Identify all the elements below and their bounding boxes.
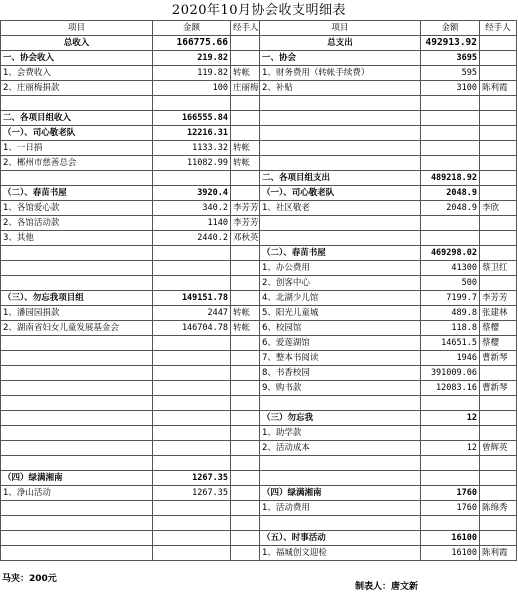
left-amount-cell bbox=[153, 381, 231, 396]
left-handler-cell bbox=[231, 441, 260, 456]
left-handler-cell bbox=[231, 261, 260, 276]
right-item-cell: 2、活动成本 bbox=[260, 441, 421, 456]
left-amount-cell: 146704.78 bbox=[153, 321, 231, 336]
left-handler-cell bbox=[231, 516, 260, 531]
right-amount-cell: 2048.9 bbox=[421, 201, 480, 216]
left-handler-cell bbox=[231, 351, 260, 366]
table-row bbox=[1, 501, 517, 516]
right-amount-cell: 595 bbox=[421, 66, 480, 81]
left-item-cell bbox=[1, 381, 153, 396]
left-item-cell: 2、各馆活动款 bbox=[1, 216, 153, 231]
table-row bbox=[1, 336, 517, 351]
right-handler-cell: 陈绵秀 bbox=[480, 501, 517, 516]
total-income-value: 166775.66 bbox=[153, 36, 231, 51]
right-amount-cell bbox=[421, 126, 480, 141]
left-amount-cell: 11082.99 bbox=[153, 156, 231, 171]
right-item-cell: 1、助学款 bbox=[260, 426, 421, 441]
left-handler-cell bbox=[231, 531, 260, 546]
right-item-cell: 5、阳光儿童城 bbox=[260, 306, 421, 321]
left-handler-cell: 转帐 bbox=[231, 141, 260, 156]
left-amount-cell bbox=[153, 366, 231, 381]
right-amount-cell: 489.8 bbox=[421, 306, 480, 321]
right-handler-cell: 蔡樱 bbox=[480, 321, 517, 336]
right-item-cell: 9、购书款 bbox=[260, 381, 421, 396]
table-row bbox=[1, 366, 517, 381]
ledger-table bbox=[0, 20, 517, 561]
right-item-cell bbox=[260, 456, 421, 471]
right-amount-cell: 14651.5 bbox=[421, 336, 480, 351]
right-amount-cell: 118.8 bbox=[421, 321, 480, 336]
left-amount-cell bbox=[153, 261, 231, 276]
left-amount-cell: 219.82 bbox=[153, 51, 231, 66]
right-handler-cell bbox=[480, 246, 517, 261]
right-handler-cell bbox=[480, 66, 517, 81]
left-item-cell: 1、会费收入 bbox=[1, 66, 153, 81]
right-handler-cell: 李芳芳 bbox=[480, 291, 517, 306]
left-amount-cell: 1267.35 bbox=[153, 486, 231, 501]
table-row bbox=[1, 351, 517, 366]
table-row bbox=[1, 306, 517, 321]
left-amount-cell bbox=[153, 531, 231, 546]
left-handler-cell bbox=[231, 411, 260, 426]
left-item-cell bbox=[1, 366, 153, 381]
header-amount-2: 金额 bbox=[421, 21, 480, 36]
left-handler-cell: 转帐 bbox=[231, 306, 260, 321]
total-income-label: 总收入 bbox=[1, 36, 153, 51]
right-item-cell: （四）绿满湘南 bbox=[260, 486, 421, 501]
left-item-cell: 3、其他 bbox=[1, 231, 153, 246]
footer-preparer: 制表人：唐文新 bbox=[355, 582, 419, 592]
table-row bbox=[1, 396, 517, 411]
footer-note: 马夹：200元 bbox=[2, 574, 57, 584]
right-item-cell: 4、北湖少儿馆 bbox=[260, 291, 421, 306]
right-item-cell: 8、书香校园 bbox=[260, 366, 421, 381]
table-row bbox=[1, 426, 517, 441]
right-item-cell bbox=[260, 96, 421, 111]
left-item-cell: 1、一日捐 bbox=[1, 141, 153, 156]
right-amount-cell: 469298.02 bbox=[421, 246, 480, 261]
table-row bbox=[1, 231, 517, 246]
right-item-cell: 7、整本书阅读 bbox=[260, 351, 421, 366]
left-item-cell: 一、协会收入 bbox=[1, 51, 153, 66]
left-handler-cell bbox=[231, 381, 260, 396]
total-expense-label: 总支出 bbox=[260, 36, 421, 51]
left-item-cell bbox=[1, 441, 153, 456]
right-item-cell bbox=[260, 111, 421, 126]
table-row bbox=[1, 141, 517, 156]
left-item-cell: （四）绿满湘南 bbox=[1, 471, 153, 486]
right-handler-cell: 蔡卫红 bbox=[480, 261, 517, 276]
table-row bbox=[1, 126, 517, 141]
left-amount-cell: 119.82 bbox=[153, 66, 231, 81]
right-amount-cell: 3695 bbox=[421, 51, 480, 66]
left-handler-cell bbox=[231, 51, 260, 66]
table-row bbox=[1, 291, 517, 306]
table-row bbox=[1, 96, 517, 111]
total-expense-value: 492913.92 bbox=[421, 36, 480, 51]
left-item-cell: 1、各馆爱心款 bbox=[1, 201, 153, 216]
right-handler-cell: 曾辉英 bbox=[480, 441, 517, 456]
header-amount: 金额 bbox=[153, 21, 231, 36]
right-item-cell: （五）、时事活动 bbox=[260, 531, 421, 546]
left-amount-cell bbox=[153, 246, 231, 261]
left-item-cell: （一）、司心敬老队 bbox=[1, 126, 153, 141]
right-item-cell: 1、办公费用 bbox=[260, 261, 421, 276]
total-income-handler bbox=[231, 36, 260, 51]
left-amount-cell: 1140 bbox=[153, 216, 231, 231]
right-item-cell bbox=[260, 126, 421, 141]
left-handler-cell bbox=[231, 486, 260, 501]
right-item-cell: 二、各项目组支出 bbox=[260, 171, 421, 186]
left-handler-cell bbox=[231, 126, 260, 141]
left-amount-cell bbox=[153, 426, 231, 441]
table-row bbox=[1, 381, 517, 396]
right-amount-cell: 16100 bbox=[421, 531, 480, 546]
left-amount-cell: 2440.2 bbox=[153, 231, 231, 246]
right-amount-cell: 12083.16 bbox=[421, 381, 480, 396]
header-handler: 经手人 bbox=[231, 21, 260, 36]
table-row bbox=[1, 456, 517, 471]
left-handler-cell: 转帐 bbox=[231, 66, 260, 81]
left-item-cell bbox=[1, 456, 153, 471]
header-item: 项目 bbox=[1, 21, 153, 36]
left-item-cell: 1、净山活动 bbox=[1, 486, 153, 501]
right-item-cell: （一）、司心敬老队 bbox=[260, 186, 421, 201]
left-item-cell bbox=[1, 171, 153, 186]
table-row bbox=[1, 276, 517, 291]
left-handler-cell bbox=[231, 96, 260, 111]
right-handler-cell: 曹新琴 bbox=[480, 381, 517, 396]
left-handler-cell bbox=[231, 111, 260, 126]
left-amount-cell bbox=[153, 351, 231, 366]
right-amount-cell: 489218.92 bbox=[421, 171, 480, 186]
left-item-cell: 2、郴州市慈善总会 bbox=[1, 156, 153, 171]
left-handler-cell: 邓秋英 bbox=[231, 231, 260, 246]
left-amount-cell bbox=[153, 411, 231, 426]
right-amount-cell bbox=[421, 471, 480, 486]
right-handler-cell: 曹新琴 bbox=[480, 351, 517, 366]
right-handler-cell bbox=[480, 96, 517, 111]
right-handler-cell bbox=[480, 411, 517, 426]
right-handler-cell: 李欣 bbox=[480, 201, 517, 216]
table-row bbox=[1, 531, 517, 546]
left-item-cell bbox=[1, 246, 153, 261]
left-item-cell bbox=[1, 336, 153, 351]
right-handler-cell: 陈利霞 bbox=[480, 546, 517, 561]
left-amount-cell: 166555.84 bbox=[153, 111, 231, 126]
left-amount-cell bbox=[153, 456, 231, 471]
table-row bbox=[1, 321, 517, 336]
right-amount-cell: 1760 bbox=[421, 486, 480, 501]
right-handler-cell bbox=[480, 171, 517, 186]
right-handler-cell bbox=[480, 141, 517, 156]
left-amount-cell: 2447 bbox=[153, 306, 231, 321]
right-amount-cell: 500 bbox=[421, 276, 480, 291]
right-item-cell: 一、协会 bbox=[260, 51, 421, 66]
left-handler-cell: 转帐 bbox=[231, 156, 260, 171]
left-amount-cell: 1133.32 bbox=[153, 141, 231, 156]
left-item-cell: （三）、勿忘我项目组 bbox=[1, 291, 153, 306]
left-item-cell: （二）、春苗书屋 bbox=[1, 186, 153, 201]
table-row bbox=[1, 411, 517, 426]
right-amount-cell bbox=[421, 426, 480, 441]
left-item-cell bbox=[1, 531, 153, 546]
right-item-cell: （二）、春苗书屋 bbox=[260, 246, 421, 261]
left-item-cell bbox=[1, 546, 153, 561]
right-handler-cell bbox=[480, 216, 517, 231]
right-handler-cell bbox=[480, 396, 517, 411]
left-handler-cell: 转帐 bbox=[231, 321, 260, 336]
sheet-title: 2020年10月协会收支明细表 bbox=[171, 3, 347, 18]
left-handler-cell bbox=[231, 501, 260, 516]
left-amount-cell bbox=[153, 501, 231, 516]
table-row bbox=[1, 156, 517, 171]
left-handler-cell: 李芳芳 bbox=[231, 216, 260, 231]
left-handler-cell bbox=[231, 276, 260, 291]
table-row bbox=[1, 51, 517, 66]
left-handler-cell bbox=[231, 171, 260, 186]
totals-row bbox=[1, 36, 517, 51]
right-handler-cell bbox=[480, 486, 517, 501]
right-item-cell: 1、活动费用 bbox=[260, 501, 421, 516]
right-item-cell: 1、财务费用（转帐手续费） bbox=[260, 66, 421, 81]
right-item-cell bbox=[260, 471, 421, 486]
table-row bbox=[1, 186, 517, 201]
right-amount-cell: 7199.7 bbox=[421, 291, 480, 306]
left-amount-cell bbox=[153, 96, 231, 111]
right-amount-cell bbox=[421, 516, 480, 531]
right-handler-cell bbox=[480, 426, 517, 441]
right-amount-cell bbox=[421, 156, 480, 171]
right-amount-cell bbox=[421, 396, 480, 411]
right-amount-cell bbox=[421, 96, 480, 111]
right-handler-cell: 蔡樱 bbox=[480, 336, 517, 351]
left-item-cell bbox=[1, 426, 153, 441]
right-handler-cell bbox=[480, 366, 517, 381]
table-row bbox=[1, 546, 517, 561]
table-row bbox=[1, 81, 517, 96]
right-handler-cell bbox=[480, 126, 517, 141]
table-row bbox=[1, 486, 517, 501]
left-item-cell bbox=[1, 396, 153, 411]
left-item-cell: 1、潘园园捐款 bbox=[1, 306, 153, 321]
left-item-cell: 2、庄丽梅捐款 bbox=[1, 81, 153, 96]
right-handler-cell bbox=[480, 111, 517, 126]
right-item-cell bbox=[260, 216, 421, 231]
table-row bbox=[1, 471, 517, 486]
left-handler-cell bbox=[231, 291, 260, 306]
left-handler-cell bbox=[231, 336, 260, 351]
right-amount-cell: 1760 bbox=[421, 501, 480, 516]
left-amount-cell: 1267.35 bbox=[153, 471, 231, 486]
right-amount-cell bbox=[421, 111, 480, 126]
right-item-cell: 6、爱莲湖馆 bbox=[260, 336, 421, 351]
table-row bbox=[1, 66, 517, 81]
right-amount-cell: 3100 bbox=[421, 81, 480, 96]
left-amount-cell: 100 bbox=[153, 81, 231, 96]
right-item-cell: （三）勿忘我 bbox=[260, 411, 421, 426]
left-item-cell bbox=[1, 96, 153, 111]
left-handler-cell: 庄丽梅 bbox=[231, 81, 260, 96]
left-amount-cell bbox=[153, 516, 231, 531]
right-amount-cell: 12 bbox=[421, 441, 480, 456]
left-handler-cell bbox=[231, 396, 260, 411]
table-row bbox=[1, 261, 517, 276]
right-item-cell bbox=[260, 396, 421, 411]
left-handler-cell: 李芳芳 bbox=[231, 201, 260, 216]
left-amount-cell: 149151.78 bbox=[153, 291, 231, 306]
left-amount-cell: 12216.31 bbox=[153, 126, 231, 141]
total-expense-handler bbox=[480, 36, 517, 51]
left-handler-cell bbox=[231, 471, 260, 486]
header-row bbox=[1, 21, 517, 36]
left-handler-cell bbox=[231, 366, 260, 381]
right-item-cell: 1、社区敬老 bbox=[260, 201, 421, 216]
table-row bbox=[1, 216, 517, 231]
right-item-cell bbox=[260, 516, 421, 531]
right-handler-cell bbox=[480, 456, 517, 471]
right-handler-cell bbox=[480, 51, 517, 66]
right-amount-cell: 391009.06 bbox=[421, 366, 480, 381]
right-handler-cell bbox=[480, 156, 517, 171]
left-handler-cell bbox=[231, 426, 260, 441]
left-amount-cell: 3920.4 bbox=[153, 186, 231, 201]
left-handler-cell bbox=[231, 546, 260, 561]
left-amount-cell: 340.2 bbox=[153, 201, 231, 216]
right-amount-cell bbox=[421, 141, 480, 156]
right-handler-cell bbox=[480, 471, 517, 486]
table-row bbox=[1, 246, 517, 261]
right-item-cell: 6、校园馆 bbox=[260, 321, 421, 336]
right-handler-cell bbox=[480, 531, 517, 546]
header-handler-2: 经手人 bbox=[480, 21, 517, 36]
left-amount-cell bbox=[153, 546, 231, 561]
header-item-2: 项目 bbox=[260, 21, 421, 36]
right-handler-cell: 张建林 bbox=[480, 306, 517, 321]
right-item-cell bbox=[260, 141, 421, 156]
right-item-cell bbox=[260, 231, 421, 246]
right-amount-cell: 16100 bbox=[421, 546, 480, 561]
right-handler-cell bbox=[480, 186, 517, 201]
right-item-cell: 2、补贴 bbox=[260, 81, 421, 96]
right-handler-cell bbox=[480, 276, 517, 291]
table-row bbox=[1, 201, 517, 216]
right-amount-cell: 41300 bbox=[421, 261, 480, 276]
right-handler-cell bbox=[480, 516, 517, 531]
left-amount-cell bbox=[153, 336, 231, 351]
left-item-cell: 2、湖南省妇女儿童发展基金会 bbox=[1, 321, 153, 336]
left-handler-cell bbox=[231, 456, 260, 471]
left-amount-cell bbox=[153, 396, 231, 411]
left-handler-cell bbox=[231, 246, 260, 261]
right-amount-cell bbox=[421, 231, 480, 246]
left-item-cell bbox=[1, 276, 153, 291]
left-item-cell: 二、各项目组收入 bbox=[1, 111, 153, 126]
left-item-cell bbox=[1, 516, 153, 531]
table-row bbox=[1, 111, 517, 126]
right-amount-cell: 2048.9 bbox=[421, 186, 480, 201]
left-amount-cell bbox=[153, 276, 231, 291]
right-handler-cell bbox=[480, 231, 517, 246]
left-item-cell bbox=[1, 501, 153, 516]
left-item-cell bbox=[1, 261, 153, 276]
right-amount-cell: 1946 bbox=[421, 351, 480, 366]
right-item-cell: 2、创客中心 bbox=[260, 276, 421, 291]
table-row bbox=[1, 171, 517, 186]
left-item-cell bbox=[1, 351, 153, 366]
left-amount-cell bbox=[153, 171, 231, 186]
right-amount-cell bbox=[421, 456, 480, 471]
left-item-cell bbox=[1, 411, 153, 426]
right-amount-cell bbox=[421, 216, 480, 231]
right-amount-cell: 12 bbox=[421, 411, 480, 426]
table-row bbox=[1, 441, 517, 456]
table-row bbox=[1, 516, 517, 531]
left-amount-cell bbox=[153, 441, 231, 456]
right-item-cell bbox=[260, 156, 421, 171]
right-item-cell: 1、福城创文迎检 bbox=[260, 546, 421, 561]
left-handler-cell bbox=[231, 186, 260, 201]
right-handler-cell: 陈利霞 bbox=[480, 81, 517, 96]
